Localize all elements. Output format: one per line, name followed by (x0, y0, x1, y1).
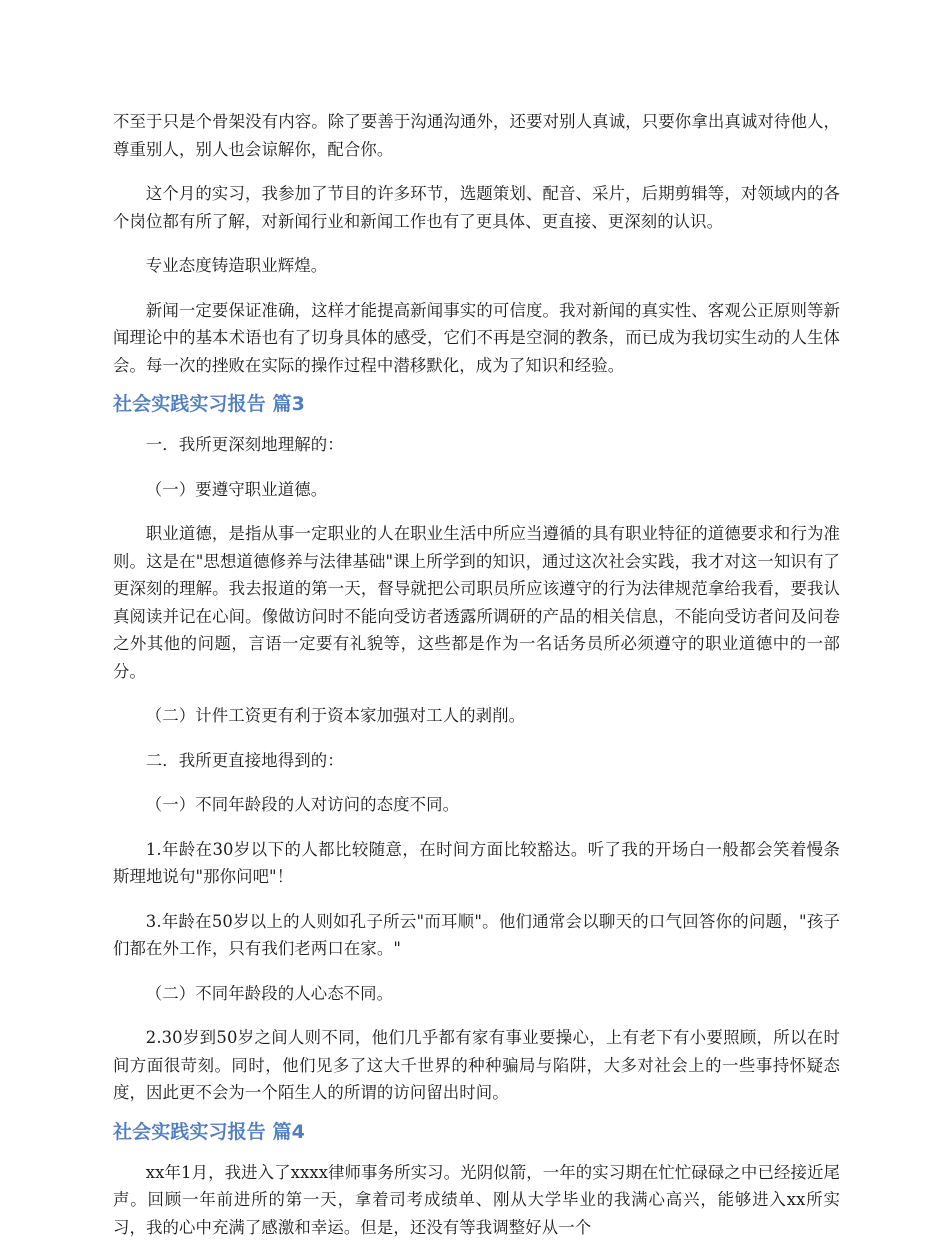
paragraph: 1.年龄在30岁以下的人都比较随意，在时间方面比较豁达。听了我的开场白一般都会笑着慢条斯理地说句"那你问吧"！ (113, 839, 840, 886)
paragraph: （二）计件工资更有利于资本家加强对工人的剥削。 (145, 706, 526, 725)
paragraph: 这个月的实习，我参加了节目的许多环节，选题策划、配音、采片，后期剪辑等，对领域内的各个岗位都有所了解，对新闻行业和新闻工作也有了更具体、更直接、更深刻的认识。 (113, 184, 840, 231)
section-heading: 社会实践实习报告 篇4 (113, 1120, 305, 1143)
paragraph: （一）不同年龄段的人对访问的态度不同。 (145, 795, 460, 814)
paragraph: 不至于只是个骨架没有内容。除了要善于沟通沟通外，还要对别人真诚，只要你拿出真诚对待他人，尊重别人，别人也会谅解你，配合你。 (113, 112, 840, 159)
paragraph: 二．我所更直接地得到的： (145, 750, 344, 770)
paragraph: xx年1月，我进入了xxxx律师事务所实习。光阴似箭，一年的实习期在忙忙碌碌之中已经接近尾声。回顾一年前进所的第一天，拿着司考成绩单、刚从大学毕业的我满心高兴，能够进入xx所实习，我的心中充满了感激和幸运。但是，还没有等我调整好从一个 (113, 1162, 840, 1237)
document-page (113, 108, 840, 1258)
paragraph: 一．我所更深刻地理解的： (145, 435, 344, 454)
paragraph: 专业态度铸造职业辉煌。 (145, 256, 328, 275)
paragraph: 职业道德，是指从事一定职业的人在职业生活中所应当遵循的具有职业特征的道德要求和行为准则。这是在"思想道德修养与法律基础"课上所学到的知识，通过这次社会实践，我才对这一知识有了更深刻的理解。我去报道的第一天，督导就把公司职员所应该遵守的行为法律规范拿给我看，要我认真阅读并记在心间。像做访问时不能向受访者透露所调研的产品的相关信息，不能向受访者问及问卷之外其他的问题，言语一定要有礼貌等，这些都是作为一名话务员所必须遵守的职业道德中的一部分。 (113, 524, 840, 681)
paragraph: 2.30岁到50岁之间人则不同，他们几乎都有家有事业要操心，上有老下有小要照顾，所以在时间方面很苛刻。同时，他们见多了这大千世界的种种骗局与陷阱，大多对社会上的一些事持怀疑态度，因此更不会为一个陌生人的所谓的访问留出时间。 (113, 1028, 840, 1102)
paragraph: 3.年龄在50岁以上的人则如孔子所云"而耳顺"。他们通常会以聊天的口气回答你的问题，"孩子们都在外工作，只有我们老两口在家。" (113, 911, 840, 958)
paragraph: 新闻一定要保证准确，这样才能提高新闻事实的可信度。我对新闻的真实性、客观公正原则等新闻理论中的基本术语也有了切身具体的感受，它们不再是空洞的教条，而已成为我切实生动的人生体会。每一次的挫败在实际的操作过程中潜移默化，成为了知识和经验。 (113, 300, 840, 375)
paragraph: （二）不同年龄段的人心态不同。 (145, 983, 394, 1003)
section-heading: 社会实践实习报告 篇3 (113, 393, 305, 415)
paragraph: （一）要遵守职业道德。 (145, 479, 328, 499)
